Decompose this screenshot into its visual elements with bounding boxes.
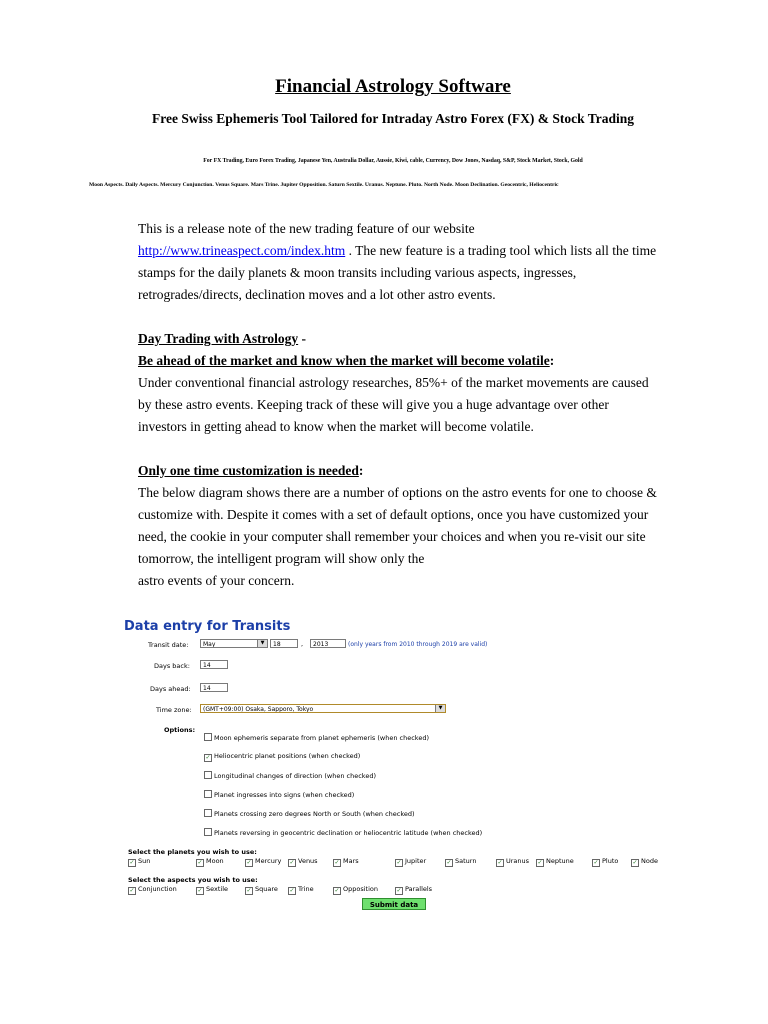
day-input[interactable]: 18	[270, 639, 298, 648]
keywords-line-2: Moon Aspects. Daily Aspects. Mercury Conjunction. Venus Square. Mars Trine. Jupiter Opposition. Saturn Sextile. Uranus. Neptune. Pluto. North Node. Moon Declination. Geocentric, Heliocentric	[89, 182, 559, 188]
heading-suffix: :	[549, 353, 555, 368]
aspects-label: Select the aspects you wish to use:	[128, 876, 258, 884]
option-checkbox[interactable]	[204, 790, 212, 798]
page-title: Financial Astrology Software	[275, 76, 511, 97]
aspect-label: Opposition	[343, 885, 378, 893]
aspect-label: Parallels	[405, 885, 433, 893]
planet-uranus[interactable]	[496, 857, 529, 867]
year-note: (only years from 2010 through 2019 are valid)	[348, 641, 488, 648]
transit-date-label: Transit date:	[148, 641, 189, 649]
option-item[interactable]	[204, 809, 415, 818]
options-label: Options:	[164, 726, 196, 734]
day-trading-heading	[138, 328, 658, 350]
option-label: Longitudinal changes of direction (when checked)	[214, 772, 376, 780]
days-back-label: Days back:	[154, 662, 190, 670]
article-body	[138, 218, 658, 592]
planet-checkbox[interactable]: ✓	[334, 859, 340, 866]
aspect-label: Square	[255, 885, 278, 893]
planet-venus[interactable]	[288, 857, 318, 867]
planet-label: Venus	[298, 857, 318, 865]
planet-checkbox[interactable]: ✓	[632, 859, 638, 866]
chevron-down-icon: ▼	[435, 705, 445, 712]
option-item[interactable]	[204, 828, 482, 837]
option-item[interactable]	[204, 733, 429, 742]
planet-label: Mars	[343, 857, 359, 865]
month-value: May	[203, 641, 216, 648]
planet-label: Jupiter	[405, 857, 427, 865]
aspect-label: Conjunction	[138, 885, 177, 893]
option-checkbox[interactable]: ✓	[205, 754, 211, 761]
aspect-conjunction[interactable]	[128, 885, 177, 895]
aspect-checkbox[interactable]: ✓	[197, 887, 203, 894]
planet-checkbox[interactable]: ✓	[593, 859, 599, 866]
planets-row	[128, 857, 668, 867]
aspect-checkbox[interactable]: ✓	[289, 887, 295, 894]
planet-checkbox[interactable]: ✓	[197, 859, 203, 866]
planet-label: Neptune	[546, 857, 574, 865]
intro-paragraph	[138, 218, 658, 306]
planet-label: Saturn	[455, 857, 477, 865]
planet-pluto[interactable]	[592, 857, 618, 867]
customization-paragraph	[138, 482, 658, 592]
aspect-checkbox[interactable]: ✓	[246, 887, 252, 894]
volatility-heading	[138, 350, 658, 372]
heading-suffix: -	[298, 331, 307, 346]
month-select[interactable]	[200, 639, 268, 648]
year-input[interactable]: 2013	[310, 639, 346, 648]
planet-mercury[interactable]	[245, 857, 281, 867]
option-item[interactable]	[204, 771, 376, 780]
planet-label: Mercury	[255, 857, 282, 865]
option-label: Moon ephemeris separate from planet ephemeris (when checked)	[214, 734, 429, 742]
day-trading-heading-text: Day Trading with Astrology	[138, 331, 299, 346]
planet-jupiter[interactable]	[395, 857, 426, 867]
option-checkbox[interactable]	[204, 809, 212, 817]
planet-label: Moon	[206, 857, 224, 865]
time-zone-select[interactable]	[200, 704, 446, 713]
option-item[interactable]	[204, 752, 360, 762]
website-link[interactable]: http://www.trineaspect.com/index.htm	[138, 243, 346, 258]
aspect-checkbox[interactable]: ✓	[334, 887, 340, 894]
planets-label: Select the planets you wish to use:	[128, 848, 257, 856]
intro-text-start: This is a release note of the new trading feature of our website	[138, 221, 475, 236]
aspect-trine[interactable]	[288, 885, 314, 895]
planet-checkbox[interactable]: ✓	[537, 859, 543, 866]
keywords-line-1: For FX Trading, Euro Forex Trading, Japanese Yen, Australia Dollar, Aussie, Kiwi, cable, Currency, Dow Jones, Nasdaq, S&P, Stock Market, Stock, Gold	[203, 158, 583, 164]
planet-checkbox[interactable]: ✓	[396, 859, 402, 866]
option-item[interactable]	[204, 790, 354, 799]
heading-suffix: :	[358, 463, 364, 478]
days-ahead-label: Days ahead:	[150, 685, 191, 693]
aspect-label: Sextile	[206, 885, 229, 893]
customization-text: The below diagram shows there are a number of options on the astro events for one to choose & customize with. Despite it comes with a set of default options, once you have customized your need, the cookie in your computer shall remember your choices and when you re-visit our site tomorrow, the intelligent program will show only the	[138, 485, 657, 566]
aspect-sextile[interactable]	[196, 885, 228, 895]
planet-neptune[interactable]	[536, 857, 574, 867]
planet-checkbox[interactable]: ✓	[129, 859, 135, 866]
planet-label: Pluto	[602, 857, 619, 865]
time-zone-label: Time zone:	[156, 706, 192, 714]
customization-heading-text: Only one time customization is needed	[138, 463, 359, 478]
planet-checkbox[interactable]: ✓	[246, 859, 252, 866]
date-separator: ,	[301, 640, 304, 648]
planet-saturn[interactable]	[445, 857, 476, 867]
aspect-label: Trine	[298, 885, 314, 893]
aspect-square[interactable]	[245, 885, 278, 895]
aspect-opposition[interactable]	[333, 885, 378, 895]
planet-sun[interactable]	[128, 857, 150, 867]
page-subtitle: Free Swiss Ephemeris Tool Tailored for Intraday Astro Forex (FX) & Stock Trading	[151, 111, 635, 126]
volatility-heading-text: Be ahead of the market and know when the market will become volatile	[138, 353, 550, 368]
planet-moon[interactable]	[196, 857, 224, 867]
option-checkbox[interactable]	[204, 733, 212, 741]
planet-label: Uranus	[506, 857, 530, 865]
planet-label: Sun	[138, 857, 151, 865]
submit-data-button[interactable]: Submit data	[362, 898, 426, 910]
days-ahead-input[interactable]: 14	[200, 683, 228, 692]
chevron-down-icon: ▼	[257, 640, 267, 647]
planet-checkbox[interactable]: ✓	[497, 859, 503, 866]
customization-heading	[138, 460, 658, 482]
aspect-checkbox[interactable]: ✓	[129, 887, 135, 894]
intro-text-end: . The new feature is a trading tool which lists all the time stamps for the daily planets & moon transits including various aspects, ingresses, retrogrades/directs, declination moves and a lot other astro events.	[138, 243, 657, 302]
customization-text-end: astro events of your concern.	[138, 573, 295, 588]
planet-label: Node	[641, 857, 658, 865]
form-title: Data entry for Transits	[124, 619, 291, 634]
aspect-parallels[interactable]	[395, 885, 432, 895]
aspect-checkbox[interactable]: ✓	[396, 887, 402, 894]
option-checkbox[interactable]	[204, 771, 212, 779]
option-label: Planets reversing in geocentric declination or heliocentric latitude (when checked)	[214, 829, 483, 837]
transits-form-screenshot	[124, 617, 664, 917]
planet-checkbox[interactable]: ✓	[289, 859, 295, 866]
option-label: Heliocentric planet positions (when checked)	[214, 752, 361, 760]
time-zone-value: (GMT+09:00) Osaka, Sapporo, Tokyo	[203, 706, 314, 713]
planet-checkbox[interactable]: ✓	[446, 859, 452, 866]
day-trading-paragraph: Under conventional financial astrology researches, 85%+ of the market movements are caused by these astro events. Keeping track of these will give you a huge advantage over other investors in getting ahead to know when the market will become volatile.	[138, 375, 649, 434]
option-label: Planets crossing zero degrees North or South (when checked)	[214, 810, 415, 818]
days-back-input[interactable]: 14	[200, 660, 228, 669]
option-checkbox[interactable]	[204, 828, 212, 836]
option-label: Planet ingresses into signs (when checked)	[214, 791, 355, 799]
planet-mars[interactable]	[333, 857, 359, 867]
planet-node[interactable]	[631, 857, 658, 867]
aspects-row	[128, 885, 668, 895]
